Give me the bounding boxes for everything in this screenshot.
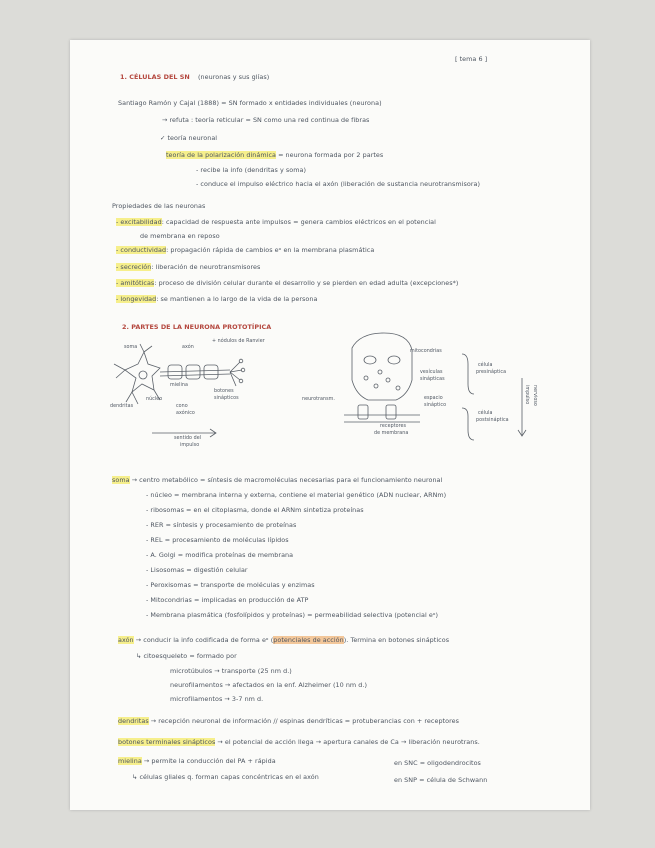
label-nucleo: núcleo	[146, 397, 163, 402]
label-neurotransmisor: neurotransm.	[302, 397, 335, 402]
label-celula-pre-2: presináptica	[476, 370, 507, 375]
soma-line: soma → centro metabólico = síntesis de macromoléculas necesarias para el funcionamiento neuronal	[112, 476, 443, 484]
label-membrana: de membrana	[374, 431, 409, 436]
soma-item-membrana: - Membrana plasmática (fosfolípidos y proteínas) = permeabilidad selectiva (potencial eᵒ)	[146, 611, 439, 619]
label-receptores: receptores	[380, 424, 407, 429]
label-soma: soma	[124, 345, 138, 350]
label-impulso: impulso	[180, 443, 200, 448]
label-celula-post-2: postsináptica	[476, 418, 509, 423]
property-secrecion: - secreción: liberación de neurotransmisores	[116, 263, 261, 271]
label-celula-pre: célula	[478, 363, 493, 368]
label-espacio: espacio	[424, 396, 443, 401]
label-impulso-vertical: impulso	[524, 385, 529, 405]
note-recibe: - recibe la info (dendritas y soma)	[196, 166, 307, 174]
label-celula-post: célula	[478, 411, 493, 416]
soma-item-ribosomas: - ribosomas = en el citoplasma, donde el ARNm sintetiza proteínas	[146, 506, 364, 514]
soma-item-golgi: - A. Golgi = modifica proteínas de membrana	[146, 551, 294, 559]
section-1-title: 1. CÉLULAS DEL SN	[120, 73, 190, 81]
label-axonico: axónico	[176, 411, 195, 416]
label-cono: cono	[176, 404, 188, 409]
note-teoria-polarizacion: teoría de la polarización dinámica = neurona formada por 2 partes	[166, 151, 384, 159]
mielina-line: mielina → permite la conducción del PA + rápida	[118, 757, 276, 765]
soma-item-rer: - RER = síntesis y procesamiento de proteínas	[146, 521, 297, 529]
axon-citoesqueleto: ↳ citoesqueleto = formado por	[136, 652, 237, 660]
label-espacio-2: sináptico	[424, 403, 447, 408]
property-longevidad: - longevidad: se mantienen a lo largo de la vida de la persona	[116, 295, 318, 303]
label-dendritas: dendritas	[110, 404, 134, 409]
soma-item-lisosomas: - Lisosomas = digestión celular	[146, 566, 248, 574]
axon-microfilamentos: microfilamentos → 3-7 nm d.	[170, 695, 264, 703]
mielina-snc: en SNC = oligodendrocitos	[394, 759, 481, 767]
label-vesiculas-2: sinápticas	[420, 377, 445, 382]
note-conduce: - conduce el impulso eléctrico hacia el axón (liberación de sustancia neurotransmisora)	[196, 180, 481, 188]
label-nodulos: + nódulos de Ranvier	[212, 339, 265, 344]
properties-title: Propiedades de las neuronas	[112, 202, 206, 210]
soma-item-nucleo: - núcleo = membrana interna y externa, contiene el material genético (ADN nuclear, ARNm)	[146, 491, 447, 499]
note-teoria-neuronal: ✓ teoría neuronal	[160, 134, 218, 142]
soma-item-rel: - REL = procesamiento de moléculas lípidos	[146, 536, 289, 544]
section-1-subtitle: (neuronas y sus glías)	[198, 73, 270, 81]
label-axon: axón	[182, 345, 194, 350]
mielina-snp: en SNP = célula de Schwann	[394, 776, 488, 784]
page-reference: [ tema 6 ]	[455, 55, 488, 63]
axon-line: axón → conducir la info codificada de forma eᵒ (potenciales de acción). Termina en botones sinápticos	[118, 636, 450, 644]
property-conductividad: - conductividad: propagación rápida de cambios eᵒ en la membrana plasmática	[116, 246, 375, 254]
label-nervioso-vertical: nervioso	[532, 385, 537, 406]
property-excitabilidad: - excitabilidad: capacidad de respuesta ante impulsos = genera cambios eléctricos en el potencial	[116, 218, 436, 226]
label-sentido: sentido del	[174, 436, 202, 441]
label-mielina: mielina	[170, 383, 188, 388]
dendritas-line: dendritas → recepción neuronal de información // espinas dendríticas = protuberancias con + receptores	[118, 717, 459, 725]
label-sinapticos: sinápticos	[214, 396, 239, 401]
note-refuta: → refuta : teoría reticular = SN como una red continua de fibras	[162, 116, 370, 124]
section-2-title: 2. PARTES DE LA NEURONA PROTOTÍPICA	[122, 323, 272, 331]
label-botones: botones	[214, 389, 234, 394]
axon-microtubulos: microtúbulos → transporte (25 nm d.)	[170, 667, 292, 675]
label-mitocondrias: mitocondrias	[410, 349, 442, 354]
mielina-glia: ↳ células gliales q. forman capas concéntricas en el axón	[132, 773, 319, 781]
note-ramon: Santiago Ramón y Cajal (1888) = SN formado x entidades individuales (neurona)	[118, 99, 382, 107]
botones-line: botones terminales sinápticos → el potencial de acción llega → apertura canales de Ca → liberación neurotrans.	[118, 738, 480, 746]
property-excitabilidad-cont: de membrana en reposo	[140, 232, 220, 240]
property-amitoticas: - amitóticas: proceso de división celular durante el desarrollo y se pierden en edad adulta (excepciones*)	[116, 279, 459, 287]
soma-item-mitocondrias: - Mitocondrias = implicadas en producción de ATP	[146, 596, 309, 604]
soma-item-peroxisomas: - Peroxisomas = transporte de moléculas y enzimas	[146, 581, 315, 589]
label-vesiculas: vesículas	[420, 370, 443, 375]
axon-neurofilamentos: neurofilamentos → afectados en la enf. Alzheimer (10 nm d.)	[170, 681, 368, 689]
